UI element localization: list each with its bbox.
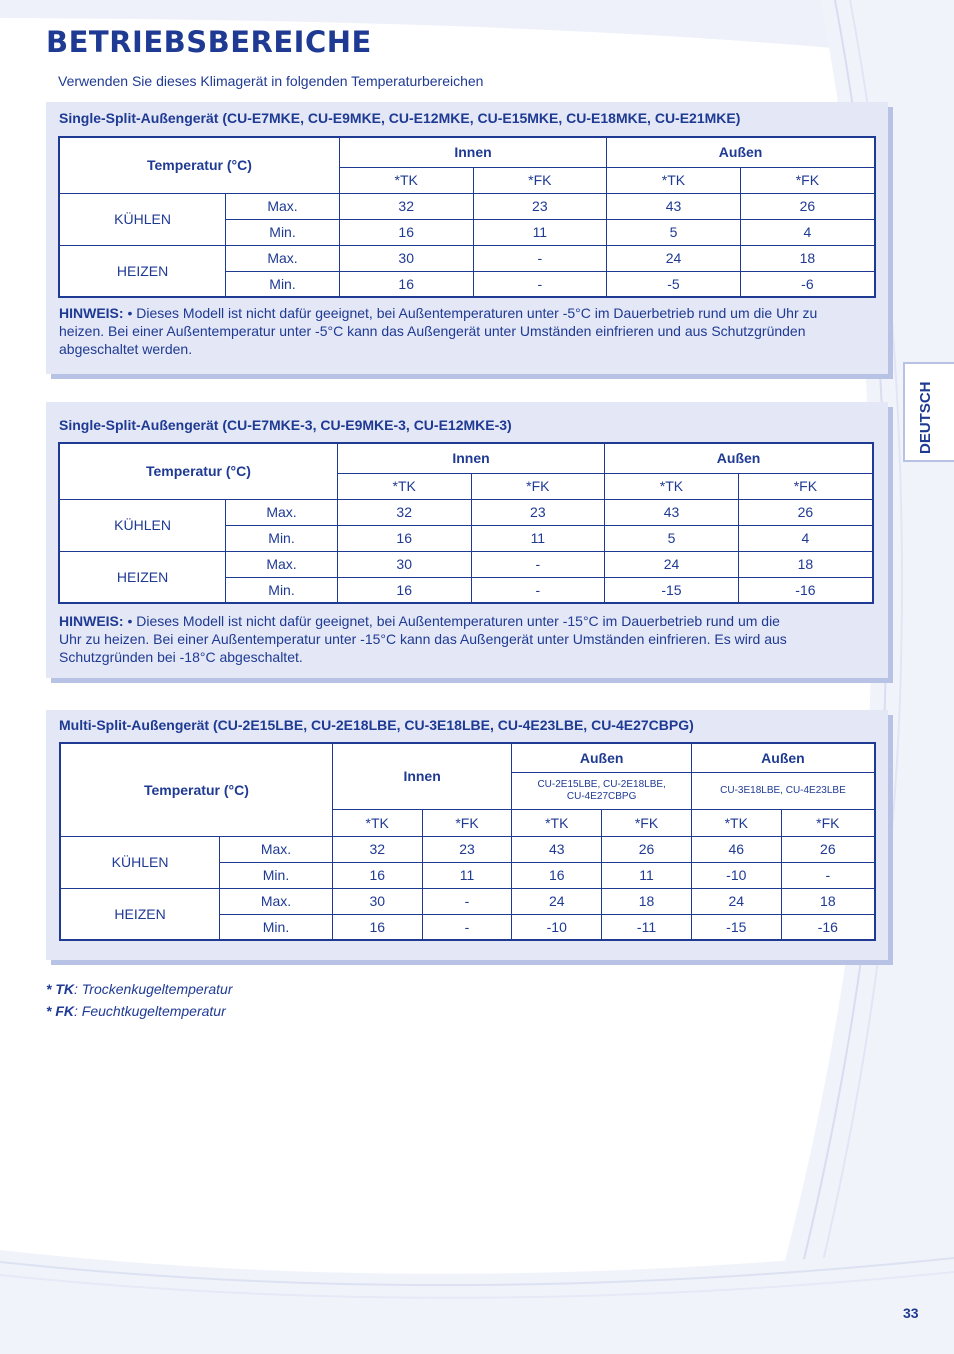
page-title: BETRIEBSBEREICHE (46, 25, 372, 59)
table-cell: 24 (605, 551, 739, 577)
tk-header: *TK (512, 809, 602, 836)
fk-header: *FK (422, 809, 512, 836)
fk-header: *FK (738, 473, 873, 499)
table-cell: 30 (332, 888, 422, 914)
table-cell: 26 (740, 193, 875, 219)
footnote-tk: * TK: Trockenkugeltemperatur (46, 981, 233, 997)
section-title: Multi-Split-Außengerät (CU-2E15LBE, CU-2E18LBE, CU-3E18LBE, CU-4E23LBE, CU-4E27CBPG) (59, 717, 694, 733)
note-text: HINWEIS: • Dieses Modell ist nicht dafür geeignet, bei Außentemperaturen unter -15°C im Dauerbetrieb rund um die Uhr zu heizen. Bei einer Außentemperatur unter -15°C kann das Außengerät unter Umständen einfrieren. Es wird aus Schutzgründen bei -18°C abgeschaltet. (59, 613, 787, 665)
outdoor-header: Außen (691, 743, 875, 772)
page-number: 33 (903, 1305, 919, 1321)
table-cell: 32 (339, 193, 473, 219)
intro-text: Verwenden Sie dieses Klimagerät in folgenden Temperaturbereichen (58, 73, 484, 89)
max-label: Max. (226, 551, 338, 577)
table-cell: -6 (740, 271, 875, 297)
section-single-split-1 (46, 102, 888, 374)
table-cell: 5 (607, 219, 741, 245)
min-label: Min. (226, 525, 338, 551)
tk-header: *TK (339, 167, 473, 193)
table-cell: 11 (422, 862, 512, 888)
table-cell: 18 (738, 551, 873, 577)
table-cell: 4 (738, 525, 873, 551)
min-label: Min. (226, 219, 340, 245)
temperature-header: Temperatur (°C) (59, 443, 337, 499)
table-cell: 43 (607, 193, 741, 219)
temperature-range-table (58, 136, 876, 298)
fk-header: *FK (740, 167, 875, 193)
table-cell: - (471, 551, 605, 577)
outdoor-models-group-1: CU-2E15LBE, CU-2E18LBE, CU-4E27CBPG (512, 772, 692, 809)
table-cell: 5 (605, 525, 739, 551)
max-label: Max. (226, 245, 340, 271)
footnote-fk: * FK: Feuchtkugeltemperatur (46, 1003, 226, 1019)
table-cell: 18 (602, 888, 692, 914)
table-cell: - (422, 888, 512, 914)
table-cell: -11 (602, 914, 692, 940)
table-cell: 30 (339, 245, 473, 271)
outdoor-header: Außen (605, 443, 873, 473)
fk-header: *FK (781, 809, 875, 836)
table-cell: 18 (740, 245, 875, 271)
table-cell: -10 (512, 914, 602, 940)
table-cell: - (471, 577, 605, 603)
table-cell: 11 (471, 525, 605, 551)
table-cell: 16 (337, 577, 471, 603)
table-cell: - (473, 271, 607, 297)
table-cell: 18 (781, 888, 875, 914)
indoor-header: Innen (339, 137, 606, 167)
max-label: Max. (220, 888, 333, 914)
table-cell: 26 (781, 836, 875, 862)
table-cell: 24 (512, 888, 602, 914)
outdoor-header: Außen (512, 743, 692, 772)
table-cell: 4 (740, 219, 875, 245)
note-text: HINWEIS: • Dieses Modell ist nicht dafür geeignet, bei Außentemperaturen unter -5°C im Dauerbetrieb rund um die Uhr zu heizen. Bei einer Außentemperatur unter -5°C kann das Außengerät unter Umständen einfrieren und aus Schutzgründen abgeschaltet werden. (59, 305, 818, 357)
temperature-range-table (59, 742, 876, 941)
outdoor-header: Außen (607, 137, 875, 167)
max-label: Max. (220, 836, 333, 862)
fk-header: *FK (602, 809, 692, 836)
table-cell: 24 (691, 888, 781, 914)
footnotes (46, 978, 232, 1022)
min-label: Min. (226, 271, 340, 297)
min-label: Min. (226, 577, 338, 603)
table-cell: 23 (473, 193, 607, 219)
table-cell: 11 (473, 219, 607, 245)
tk-header: *TK (691, 809, 781, 836)
table-cell: 43 (605, 499, 739, 525)
indoor-header: Innen (332, 743, 512, 809)
table-cell: - (422, 914, 512, 940)
table-cell: -15 (691, 914, 781, 940)
temperature-header: Temperatur (°C) (60, 743, 332, 836)
max-label: Max. (226, 499, 338, 525)
table-cell: 30 (337, 551, 471, 577)
table-cell: 43 (512, 836, 602, 862)
language-label: DEUTSCH (917, 381, 934, 454)
max-label: Max. (226, 193, 340, 219)
table-cell: 32 (332, 836, 422, 862)
section-title: Single-Split-Außengerät (CU-E7MKE, CU-E9MKE, CU-E12MKE, CU-E15MKE, CU-E18MKE, CU-E21MKE) (59, 110, 741, 126)
table-cell: -10 (691, 862, 781, 888)
cooling-label: KÜHLEN (60, 836, 220, 888)
heating-label: HEIZEN (59, 245, 226, 297)
table-cell: -16 (781, 914, 875, 940)
table-cell: - (473, 245, 607, 271)
heating-label: HEIZEN (60, 888, 220, 940)
table-cell: 23 (422, 836, 512, 862)
fk-header: *FK (471, 473, 605, 499)
tk-header: *TK (332, 809, 422, 836)
min-label: Min. (220, 914, 333, 940)
table-cell: 16 (332, 862, 422, 888)
table-cell: 46 (691, 836, 781, 862)
temperature-header: Temperatur (°C) (59, 137, 339, 193)
table-cell: -16 (738, 577, 873, 603)
table-cell: 23 (471, 499, 605, 525)
heating-label: HEIZEN (59, 551, 226, 603)
table-cell: 11 (602, 862, 692, 888)
table-cell: 32 (337, 499, 471, 525)
table-cell: 24 (607, 245, 741, 271)
min-label: Min. (220, 862, 333, 888)
table-cell: 16 (332, 914, 422, 940)
cooling-label: KÜHLEN (59, 193, 226, 245)
table-cell: - (781, 862, 875, 888)
table-cell: -15 (605, 577, 739, 603)
tk-header: *TK (607, 167, 741, 193)
section-title: Single-Split-Außengerät (CU-E7MKE-3, CU-E9MKE-3, CU-E12MKE-3) (59, 417, 512, 433)
table-cell: 26 (602, 836, 692, 862)
table-cell: 26 (738, 499, 873, 525)
tk-header: *TK (605, 473, 739, 499)
language-tab (903, 362, 954, 462)
indoor-header: Innen (337, 443, 604, 473)
tk-header: *TK (337, 473, 471, 499)
section-multi-split (46, 710, 888, 960)
table-cell: 16 (512, 862, 602, 888)
table-cell: 16 (339, 271, 473, 297)
table-cell: 16 (337, 525, 471, 551)
outdoor-models-group-2: CU-3E18LBE, CU-4E23LBE (691, 772, 875, 809)
section-single-split-2 (46, 402, 888, 678)
fk-header: *FK (473, 167, 607, 193)
note-label: HINWEIS: (59, 305, 124, 321)
table-cell: -5 (607, 271, 741, 297)
cooling-label: KÜHLEN (59, 499, 226, 551)
note-label: HINWEIS: (59, 613, 124, 629)
temperature-range-table (58, 442, 874, 604)
table-cell: 16 (339, 219, 473, 245)
